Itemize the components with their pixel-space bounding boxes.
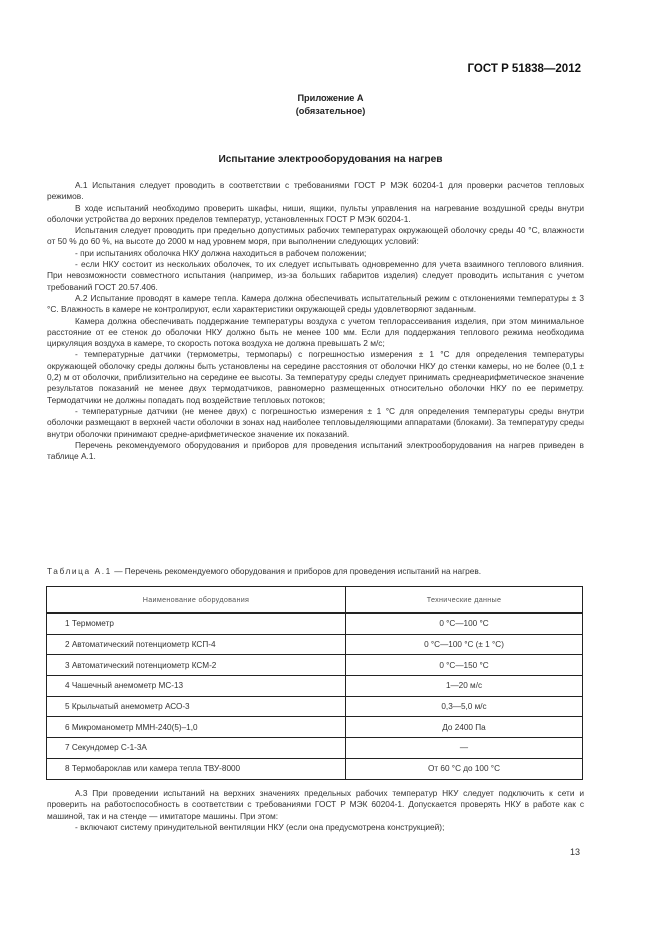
- equipment-spec: 0 °С—100 °С: [346, 613, 583, 634]
- page-number: 13: [570, 847, 581, 857]
- paragraph-a3: А.3 При проведении испытаний на верхних значениях предельных рабочих температур НКУ следует подключить к сети и проверить на работоспособность в соответствии с требованиями ГОСТ Р МЭК 60204-1. Допускается проверять НКУ в работе как с машиной, так и на стенде — имитаторе машины. При этом:: [47, 788, 584, 821]
- equipment-name: 5 Крыльчатый анемометр АСО-3: [47, 696, 346, 717]
- table-row: [47, 634, 583, 655]
- equipment-name: 2 Автоматический потенциометр КСП-4: [47, 634, 346, 655]
- paragraph: Перечень рекомендуемого оборудования и приборов для проведения испытаний электрооборудования на нагрев приведен в таблице А.1.: [47, 439, 584, 462]
- list-item: - температурные датчики (термометры, термопары) с погрешностью измерения ± 1 °С для определения температуры окружающей оболочку среды должны быть установлены на середине расстояния от оболочки НКУ до стенки камеры, но не более (0,1 ± 0,2) м от оболочки, приблизительно на середине ее высоты. За температуру среды следует принимать среднеарифметическое значение результатов показаний не менее двух термодатчиков, равномерно размещенных относительно оболочки НКУ по ее периметру. Термодатчики не должны попадать под воздействие тепловых потоков;: [47, 349, 584, 405]
- equipment-spec: До 2400 Па: [346, 717, 583, 738]
- equipment-spec: 0 °С—100 °С (± 1 °С): [346, 634, 583, 655]
- equipment-name: 8 Термобароклав или камера тепла ТВУ-8000: [47, 758, 346, 779]
- table-caption: [47, 566, 587, 576]
- table-row: [47, 758, 583, 779]
- body-text-bottom: [47, 788, 584, 833]
- paragraph-a1: А.1 Испытания следует проводить в соответствии с требованиями ГОСТ Р МЭК 60204-1 для проверки расчетов тепловых режимов.: [47, 180, 584, 202]
- list-item: - температурные датчики (не менее двух) с погрешностью измерения ± 1 °С для определения температуры среды внутри оболочки размещают в верхней части оболочки в зонах над наиболее тепловыделяющими аппаратами (блоками). За температуру среды внутри оболочки принимают средне-арифметическое значение их показаний.: [47, 405, 584, 439]
- table-caption-label: Таблица А.1: [47, 566, 112, 576]
- table-header-row: [47, 587, 583, 614]
- table-row: [47, 655, 583, 676]
- equipment-spec: 0,3—5,0 м/с: [346, 696, 583, 717]
- equipment-name: 7 Секундомер С-1-3А: [47, 738, 346, 759]
- equipment-spec: 0 °С—150 °С: [346, 655, 583, 676]
- document-code: ГОСТ Р 51838—2012: [467, 63, 581, 75]
- equipment-name: 4 Чашечный анемометр МС-13: [47, 676, 346, 697]
- paragraph: Камера должна обеспечивать поддержание температуры воздуха с учетом теплорассеивания изделия, при этом минимальное расстояние от ее стенок до оболочки НКУ должно быть не менее 100 мм. Если для поддержания теплового режима необходима циркуляция воздуха в камере, то скорость потока воздуха не должна превышать 2 м/с;: [47, 315, 584, 349]
- table-row: [47, 717, 583, 738]
- paragraph-a2: А.2 Испытание проводят в камере тепла. Камера должна обеспечивать испытательный режим с отклонениями температуры ± 3 °С. Влажность в камере не контролируют, если характеристики окружающей среды удовлетворяют заданным.: [47, 292, 584, 315]
- column-header-name: Наименование оборудования: [47, 587, 346, 614]
- equipment-spec: 1—20 м/с: [346, 676, 583, 697]
- equipment-spec: От 60 °С до 100 °С: [346, 758, 583, 779]
- equipment-name: 1 Термометр: [47, 613, 346, 634]
- section-title: Испытание электрооборудования на нагрев: [218, 154, 443, 165]
- table-row: [47, 613, 583, 634]
- table-row: [47, 676, 583, 697]
- equipment-name: 3 Автоматический потенциометр КСМ-2: [47, 655, 346, 676]
- equipment-spec: —: [346, 738, 583, 759]
- table-caption-text: — Перечень рекомендуемого оборудования и приборов для проведения испытаний на нагрев.: [111, 566, 482, 576]
- appendix-heading: [0, 92, 661, 118]
- list-item: - при испытаниях оболочка НКУ должна находиться в рабочем положении;: [75, 247, 367, 258]
- list-item: - включают систему принудительной вентиляции НКУ (если она предусмотрена конструкцией);: [75, 821, 445, 832]
- equipment-name: 6 Микроманометр ММН-240(5)–1,0: [47, 717, 346, 738]
- equipment-table: [46, 586, 583, 780]
- table-row: [47, 696, 583, 717]
- appendix-status: (обязательное): [295, 106, 366, 116]
- body-text-top: [47, 180, 584, 462]
- appendix-label: Приложение А: [297, 93, 364, 103]
- paragraph: В ходе испытаний необходимо проверить шкафы, ниши, ящики, пульты управления на нагревание воздушной среды внутри оболочки устройства до верхних пределов температур, установленных ГОСТ Р МЭК 60204-1.: [47, 202, 584, 224]
- column-header-spec: Технические данные: [346, 587, 583, 614]
- table-row: [47, 738, 583, 759]
- paragraph: Испытания следует проводить при предельно допустимых рабочих температурах окружающей оболочку среды 40 °С, влажности от 50 % до 60 %, на высоте до 2000 м над уровнем моря, при выполнении следующих условий:: [47, 225, 584, 247]
- list-item: - если НКУ состоит из нескольких оболочек, то их следует испытывать одновременно для учета взаимного теплового влияния. При невозможности совместного испытания (например, из-за больших габаритов изделия) следует проводить испытания с учетом требований ГОСТ 20.57.406.: [47, 259, 584, 292]
